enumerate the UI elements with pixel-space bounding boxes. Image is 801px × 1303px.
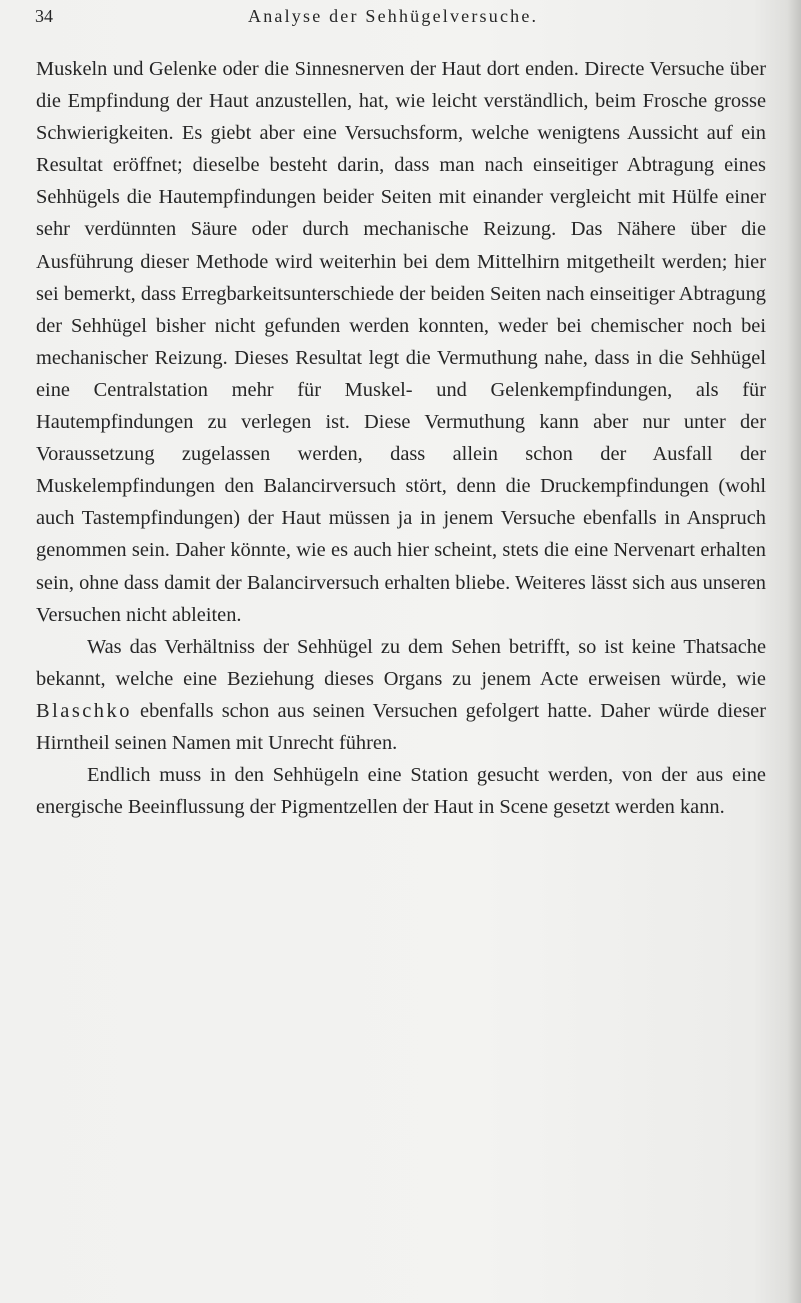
page-number: 34 — [35, 6, 53, 26]
paragraph-2-text-after: ebenfalls schon aus seinen Versuchen gefolgert hatte. Daher würde dieser Hirntheil seinen Namen mit Unrecht führen. — [36, 699, 766, 754]
paragraph-1: Muskeln und Gelenke oder die Sinnesnerven der Haut dort enden. Directe Versuche über die Empfindung der Haut anzustellen, hat, wie leicht verständlich, beim Frosche grosse Schwierigkeiten. Es giebt aber eine Versuchsform, welche wenigtens Aussicht auf ein Resultat eröffnet; dieselbe besteht darin, dass man nach einseitiger Abtragung eines Sehhügels die Hautempfindungen beider Seiten mit einander vergleicht mit Hülfe einer sehr verdünnten Säure oder durch mechanische Reizung. Das Nähere über die Ausführung dieser Methode wird weiterhin bei dem Mittelhirn mitgetheilt werden; hier sei bemerkt, dass Erregbarkeitsunterschiede der beiden Seiten nach einseitiger Abtragung der Sehhügel bisher nicht gefunden werden konnten, weder bei chemischer noch bei mechanischer Reizung. Dieses Resultat legt die Vermuthung nahe, dass in die Sehhügel eine Centralstation mehr für Muskel- und Gelenkempfindungen, als für Hautempfindungen zu verlegen ist. Diese Vermuthung kann aber nur unter der Voraussetzung zugelassen werden, dass allein schon der Ausfall der Muskelempfindungen den Balancirversuch stört, denn die Druckempfindungen (wohl auch Tastempfindungen) der Haut müssen ja in jenem Versuche ebenfalls in Anspruch genommen sein. Daher könnte, wie es auch hier scheint, stets die eine Nervenart erhalten sein, ohne dass damit der Balancirversuch erhalten bliebe. Weiteres lässt sich aus unseren Versuchen nicht ableiten. — [36, 58, 766, 626]
page-header — [35, 6, 775, 30]
paragraph-2 — [36, 631, 766, 759]
author-name-blaschko: Blaschko — [36, 699, 132, 722]
page-edge-shadow — [787, 0, 801, 1303]
paragraph-2-text-before: Was das Verhältniss der Sehhügel zu dem Sehen betrifft, so ist keine Thatsache bekannt, welche eine Beziehung dieses Organs zu jenem Acte erweisen würde, wie — [36, 635, 766, 690]
paragraph-3: Endlich muss in den Sehhügeln eine Station gesucht werden, von der aus eine energische Beeinflussung der Pigmentzellen der Haut in Scene gesetzt werden kann. — [36, 764, 766, 819]
running-head: Analyse der Sehhügelversuche. — [248, 6, 539, 26]
body-text — [36, 53, 766, 823]
